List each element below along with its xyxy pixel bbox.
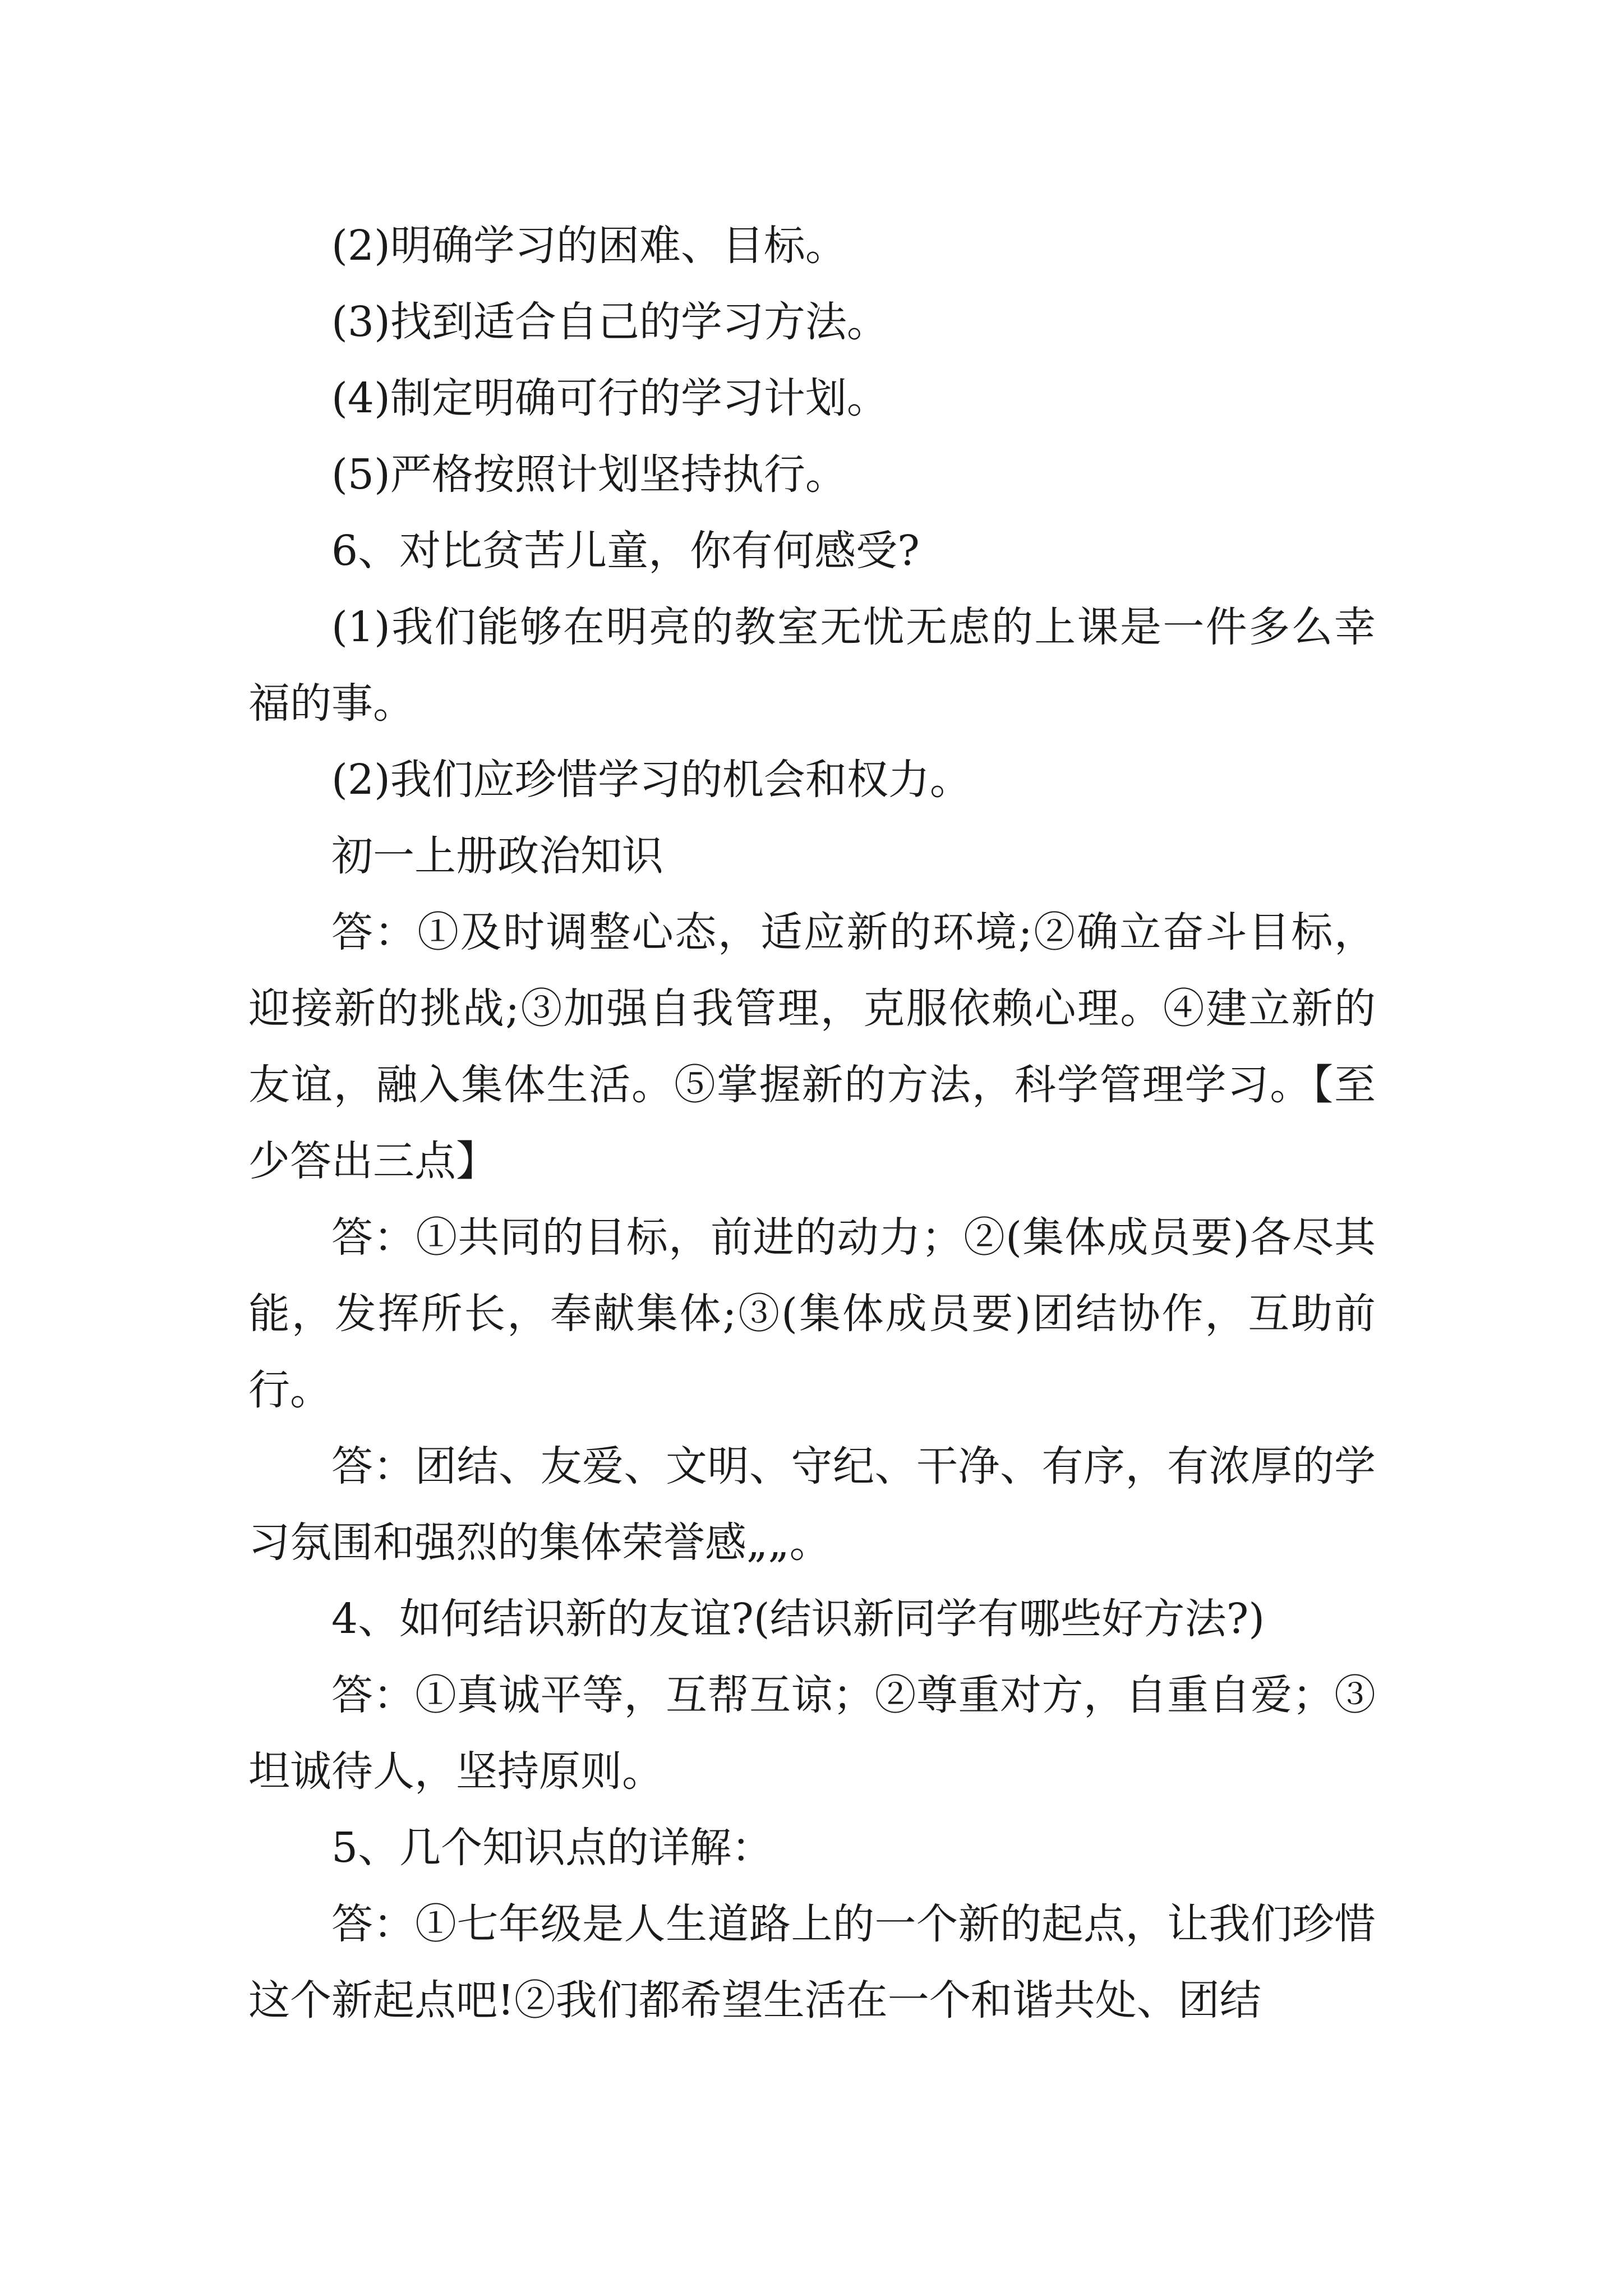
document-body — [248, 208, 1376, 2039]
answer-paragraph: 答：①真诚平等，互帮互谅；②尊重对方，自重自爱；③坦诚待人，坚持原则。 — [248, 1671, 1376, 1796]
paragraph: (1)我们能够在明亮的教室无忧无虑的上课是一件多么幸福的事。 — [248, 603, 1376, 728]
answer-paragraph: 答：①七年级是人生道路上的一个新的起点，让我们珍惜这个新起点吧!②我们都希望生活在一个和谐共处、团结 — [248, 1900, 1376, 2024]
section-title: 初一上册政治知识 — [331, 832, 663, 880]
answer-paragraph: 答：团结、友爱、文明、守纪、干净、有序，有浓厚的学习氛围和强烈的集体荣誉感„„。 — [248, 1442, 1376, 1567]
paragraph: (2)我们应珍惜学习的机会和权力。 — [331, 756, 971, 804]
paragraph: (2)明确学习的困难、目标。 — [331, 222, 847, 270]
question-heading: 4、如何结识新的友谊?(结识新同学有哪些好方法?) — [331, 1595, 1265, 1643]
question-heading: 6、对比贫苦儿童，你有何感受? — [331, 527, 920, 575]
answer-paragraph: 答：①及时调整心态，适应新的环境;②确立奋斗目标，迎接新的挑战;③加强自我管理，克服依赖心理。④建立新的友谊，融入集体生活。⑤掌握新的方法，科学管理学习。【至少答出三点】 — [248, 908, 1376, 1185]
paragraph: (4)制定明确可行的学习计划。 — [331, 374, 888, 422]
paragraph: (3)找到适合自己的学习方法。 — [331, 298, 888, 346]
answer-paragraph: 答：①共同的目标，前进的动力；②(集体成员要)各尽其能，发挥所长，奉献集体;③(集体成员要)团结协作，互助前行。 — [248, 1213, 1376, 1414]
paragraph: (5)严格按照计划坚持执行。 — [331, 450, 847, 499]
question-heading: 5、几个知识点的详解： — [331, 1824, 773, 1872]
